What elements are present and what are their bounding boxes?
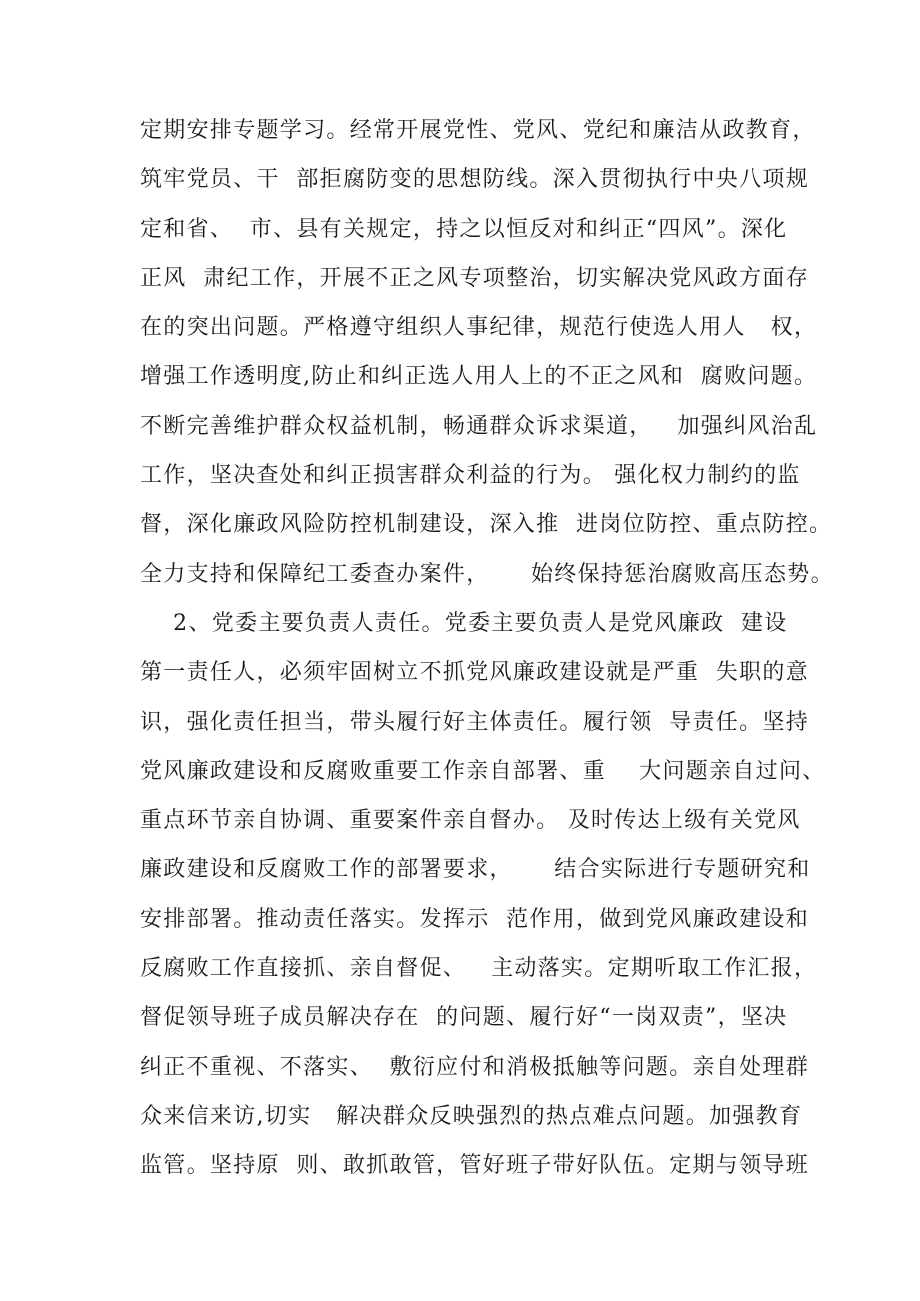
paragraph-start-line: 2、党委主要负责人责任。党委主要负责人是党风廉政 建设	[140, 610, 788, 636]
text-line: 正风 肃纪工作，开展不正之风专项整治，切实解决党风政方面存	[140, 265, 809, 291]
text-line: 第一责任人，必须牢固树立不抓党风廉政建设就是严重 失职的意	[140, 660, 809, 686]
text-line: 党风廉政建设和反腐败重要工作亲自部署、重 大问题亲自过问、	[140, 758, 826, 784]
text-line: 增强工作透明度,防止和纠正选人用人上的不正之风和 腐败问题。	[140, 364, 818, 390]
text-line: 纠正不重视、不落实、 敷衍应付和消极抵触等问题。亲自处理群	[140, 1054, 809, 1080]
text-line: 监管。坚持原 则、敢抓敢管，管好班子带好队伍。定期与领导班	[140, 1153, 809, 1179]
text-line: 定和省、 市、县有关规定，持之以恒反对和纠正“四风”。深化	[140, 216, 788, 242]
text-line: 识，强化责任担当，带头履行好主体责任。履行领 导责任。坚持	[140, 709, 809, 735]
text-line: 筑牢党员、干 部拒腐防变的思想防线。深入贯彻执行中央八项规	[140, 167, 809, 193]
text-line: 重点环节亲自协调、重要案件亲自督办。 及时传达上级有关党风	[140, 808, 801, 834]
body-text	[140, 106, 834, 1191]
text-line: 不断完善维护群众权益机制，畅通群众诉求渠道， 加强纠风治乱	[140, 413, 818, 439]
text-line: 在的突出问题。严格遵守组织人事纪律，规范行使选人用人 权，	[140, 315, 818, 341]
text-line: 反腐败工作直接抓、亲自督促、 主动落实。定期听取工作汇报，	[140, 956, 818, 982]
text-line: 安排部署。推动责任落实。发挥示 范作用，做到党风廉政建设和	[140, 906, 809, 932]
text-line: 定期安排专题学习。经常开展党性、党风、党纪和廉洁从政教育，	[140, 118, 816, 143]
text-line: 督，深化廉政风险防控机制建设，深入推 进岗位防控、重点防控。	[140, 512, 833, 538]
text-line: 众来信来访,切实 解决群众反映强烈的热点难点问题。加强教育	[140, 1103, 803, 1129]
text-line: 全力支持和保障纪工委查办案件， 始终保持惩治腐败高压态势。	[140, 561, 834, 587]
text-line: 督促领导班子成员解决存在 的问题、履行好“一岗双责”，坚决	[140, 1005, 788, 1031]
text-line: 工作，坚决查处和纠正损害群众利益的行为。 强化权力制约的监	[140, 463, 801, 489]
text-line: 廉政建设和反腐败工作的部署要求， 结合实际进行专题研究和	[140, 857, 811, 883]
